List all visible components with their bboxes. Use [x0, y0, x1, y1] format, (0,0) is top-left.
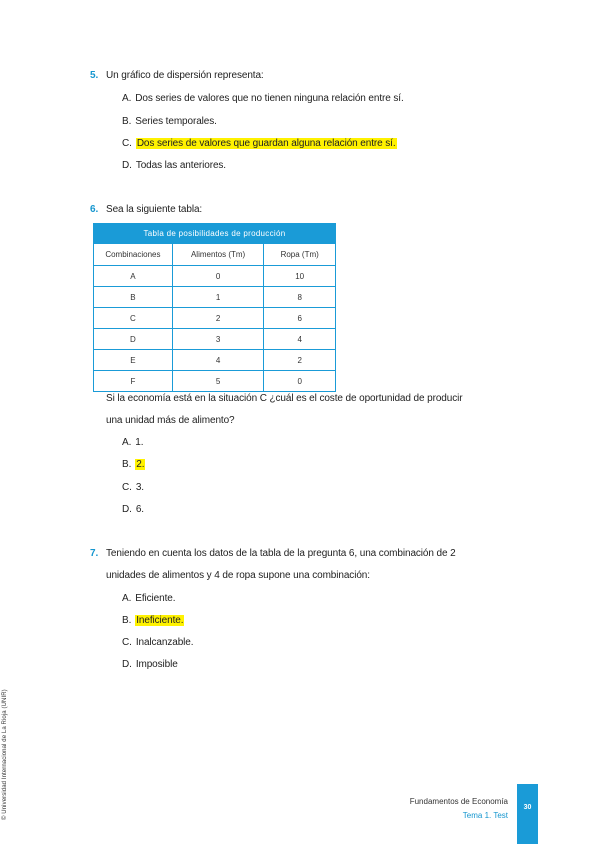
question-text-line2: unidades de alimentos y 4 de ropa supone una combinación: [106, 570, 370, 581]
table-title: Tabla de posibilidades de producción [93, 223, 336, 243]
highlighted-answer: Dos series de valores que guardan alguna relación entre sí. [136, 138, 396, 149]
option-text: Eficiente. [135, 593, 176, 604]
cell: 5 [172, 371, 264, 392]
option-letter: B. [122, 615, 132, 626]
table-row [94, 308, 336, 329]
option-letter: B. [122, 116, 132, 127]
option-5c [122, 138, 397, 149]
cell: 3 [172, 329, 264, 350]
option-7a [122, 593, 175, 604]
cell: A [94, 266, 173, 287]
option-letter: B. [122, 459, 132, 470]
option-text: Series temporales. [135, 116, 217, 127]
cell: 10 [264, 266, 336, 287]
question-text-line2: una unidad más de alimento? [106, 415, 235, 426]
option-text: Imposible [135, 659, 178, 670]
option-6a [122, 437, 143, 448]
cell: 0 [172, 266, 264, 287]
option-letter: A. [122, 593, 132, 604]
footer-section: Tema 1. Test [462, 811, 508, 820]
question-text: Un gráfico de dispersión representa: [106, 70, 264, 81]
option-letter: D. [122, 504, 132, 515]
option-5a [122, 93, 404, 104]
option-text: 1. [135, 437, 144, 448]
option-text: Inalcanzable. [135, 637, 194, 648]
cell: 4 [172, 350, 264, 371]
table-row [94, 329, 336, 350]
option-5b [122, 116, 217, 127]
cell: 4 [264, 329, 336, 350]
cell: E [94, 350, 173, 371]
question-number: 5. [90, 70, 99, 81]
question-text-line1: Si la economía está en la situación C ¿cuál es el coste de oportunidad de producir [106, 393, 463, 404]
cell: 2 [172, 308, 264, 329]
option-text: Todas las anteriores. [135, 160, 226, 171]
option-text: Dos series de valores que no tienen ninguna relación entre sí. [135, 93, 404, 104]
cell: D [94, 329, 173, 350]
option-letter: C. [122, 482, 132, 493]
page-number: 30 [523, 804, 532, 811]
option-letter: A. [122, 437, 132, 448]
option-7b [122, 615, 184, 626]
option-7d [122, 659, 178, 670]
table-row [94, 350, 336, 371]
table-row [94, 371, 336, 392]
option-6d [122, 504, 144, 515]
production-possibilities-table [93, 223, 336, 392]
option-letter: A. [122, 93, 132, 104]
option-text: 3. [135, 482, 144, 493]
option-6b [122, 459, 145, 470]
question-number: 7. [90, 548, 99, 559]
cell: B [94, 287, 173, 308]
cell: 1 [172, 287, 264, 308]
option-7c [122, 637, 193, 648]
cell: 2 [264, 350, 336, 371]
footer-course-title: Fundamentos de Economía [409, 797, 508, 806]
option-letter: D. [122, 659, 132, 670]
highlighted-answer: Ineficiente. [136, 615, 184, 626]
option-letter: D. [122, 160, 132, 171]
option-5d [122, 160, 226, 171]
question-text: Teniendo en cuenta los datos de la tabla de la pregunta 6, una combinación de 2 [106, 548, 456, 559]
cell: 0 [264, 371, 336, 392]
highlighted-answer: 2. [136, 459, 145, 470]
option-letter: C. [122, 637, 132, 648]
table-row [94, 266, 336, 287]
copyright-notice: © Universidad Internacional de La Rioja (UNIR) [2, 689, 8, 820]
table-row [94, 287, 336, 308]
cell: F [94, 371, 173, 392]
page-number-tab [517, 784, 538, 844]
cell: C [94, 308, 173, 329]
option-text: 6. [135, 504, 144, 515]
option-6c [122, 482, 144, 493]
header-ropa: Ropa (Tm) [264, 244, 336, 266]
header-alimentos: Alimentos (Tm) [172, 244, 264, 266]
cell: 8 [264, 287, 336, 308]
question-number: 6. [90, 204, 99, 215]
table-header-row [94, 244, 336, 266]
question-text: Sea la siguiente tabla: [106, 204, 203, 215]
cell: 6 [264, 308, 336, 329]
header-combinaciones: Combinaciones [94, 244, 173, 266]
option-letter: C. [122, 138, 132, 149]
